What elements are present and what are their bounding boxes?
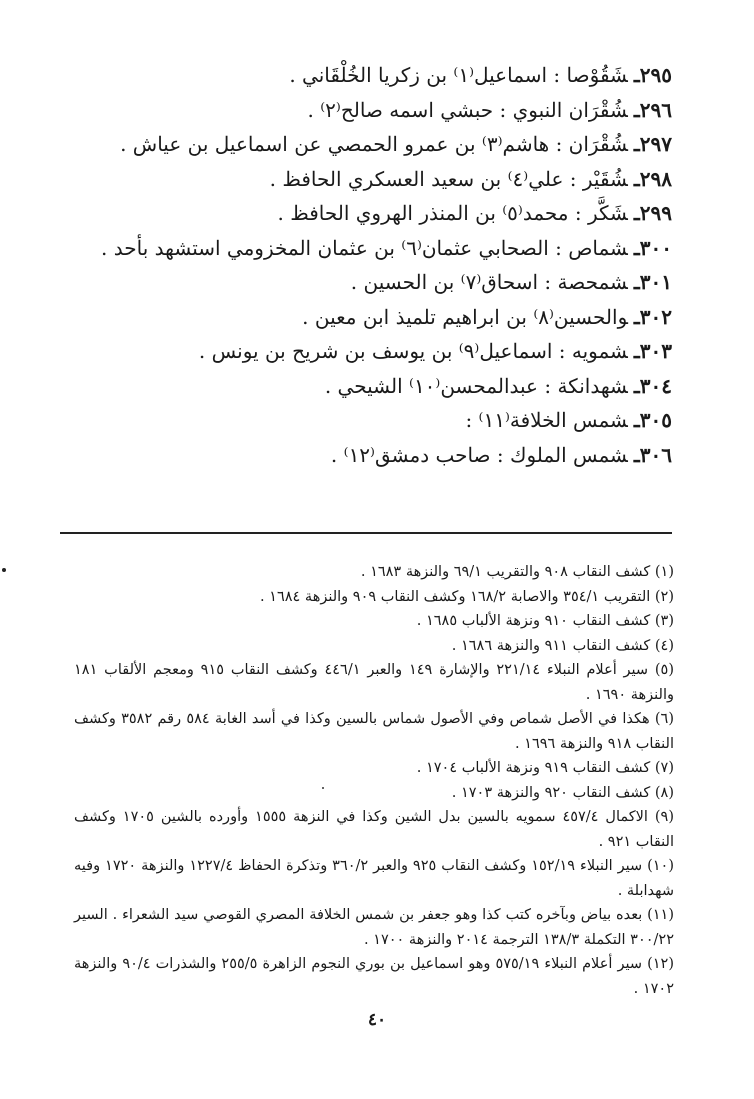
footnote-3: (٣) كشف النقاب ٩١٠ ونزهة الألباب ١٦٨٥ . (416, 613, 674, 629)
entry-number: ٣٠٢ـ (633, 304, 672, 329)
entry-number: ٣٠١ـ (633, 270, 672, 294)
entry-306 (62, 438, 672, 473)
entry-number: ٣٠٣ـ (633, 339, 672, 363)
entry-number: ٢٩٨ـ (633, 166, 672, 191)
footnote-4: (٤) كشف النقاب ٩١١ والنزهة ١٦٨٦ . (451, 637, 674, 654)
footnote-5: (٥) سير أعلام النبلاء ٢٢١/١٤ والإشارة ١٤٩ والعبر ٤٤٦/١ وكشف النقاب ٩١٥ ومعجم الألقاب ١٨١ والنزهة ١٦٩٠ . (74, 662, 674, 703)
footnote-11: (١١) بعده بياض وبآخره كتب كذا وهو جعفر بن شمس الخلافة المصري القوصي سيد الشعراء . السير ٣٠٠/٢٢ التكملة ١٣٨/٣ الترجمة ٢٠١٤ والنزهة ١٧٠٠ . (74, 907, 674, 948)
entry-text: شمويه : اسماعيل⁽٩⁾ بن يوسف بن شريح بن يونس . (198, 339, 628, 363)
entry-303 (62, 334, 672, 369)
entries-list (62, 58, 672, 472)
entry-298 (62, 162, 672, 197)
entry-text: شمحصة : اسحاق⁽٧⁾ بن الحسين . (350, 270, 628, 294)
entry-296 (62, 93, 672, 128)
page-number: ٤٠ (367, 1010, 387, 1030)
footnote-8: (٨) كشف النقاب ٩٢٠ والنزهة ١٧٠٣ . (451, 784, 674, 801)
entry-number: ٣٠٤ـ (633, 373, 672, 398)
entry-text: شُقْرَان النبوي : حبشي اسمه صالح⁽٢⁾ . (307, 97, 628, 122)
entry-295 (62, 58, 672, 93)
footnote-2: (٢) التقريب ٣٥٤/١ والاصابة ١٦٨/٢ وكشف النقاب ٩٠٩ والنزهة ١٦٨٤ . (259, 588, 674, 605)
entry-text: شُقْرَان : هاشم⁽٣⁾ بن عمرو الحمصي عن اسماعيل بن عياش . (120, 132, 628, 156)
footnote-1: (١) كشف النقاب ٩٠٨ والتقريب ٦٩/١ والنزهة ١٦٨٣ . (360, 564, 674, 580)
entry-299 (62, 196, 672, 231)
entry-text: والحسين⁽٨⁾ بن ابراهيم تلميذ ابن معين . (302, 304, 628, 329)
entry-number: ٢٩٥ـ (633, 63, 672, 87)
entry-text: شهدانكة : عبدالمحسن⁽١٠⁾ الشيحي . (324, 373, 628, 398)
scan-speck (2, 568, 6, 572)
entry-304 (62, 369, 672, 404)
entry-number: ٣٠٥ـ (633, 408, 672, 432)
entry-305 (62, 403, 672, 438)
footnote-6: (٦) هكذا في الأصل شماص وفي الأصول شماس بالسين وكذا في أسد الغابة ٥٨٤ رقم ٣٥٨٢ وكشف النقاب ٩١٨ والنزهة ١٦٩٦ . (74, 711, 674, 752)
footnote-12: (١٢) سير أعلام النبلاء ٥٧٥/١٩ وهو اسماعيل بن بوري النجوم الزاهرة ٢٥٥/٥ والشذرات ٩٠/٤ والنزهة ١٧٠٢ . (74, 956, 674, 997)
entry-302 (62, 300, 672, 335)
entry-text: شَكَّر : محمد⁽٥⁾ بن المنذر الهروي الحافظ . (277, 201, 628, 225)
entry-297 (62, 127, 672, 162)
footnote-separator (60, 532, 672, 534)
entry-number: ٢٩٧ـ (633, 132, 672, 156)
entry-text: شمس الملوك : صاحب دمشق⁽١٢⁾ . (330, 442, 628, 467)
footnotes-list (74, 560, 674, 1001)
scan-speck (322, 787, 324, 789)
entry-number: ٢٩٩ـ (633, 201, 672, 225)
entry-300 (62, 231, 672, 266)
entry-number: ٢٩٦ـ (633, 97, 672, 122)
footnote-10: (١٠) سير النبلاء ١٥٢/١٩ وكشف النقاب ٩٢٥ والعبر ٣٦٠/٢ وتذكرة الحفاظ ١٢٢٧/٤ والنزهة ١٧٢٠ وفيه شهدابلة . (74, 858, 674, 899)
entry-301 (62, 265, 672, 300)
footnote-7: (٧) كشف النقاب ٩١٩ ونزهة الألباب ١٧٠٤ . (416, 760, 674, 776)
entry-text: شمس الخلافة⁽١١⁾ : (465, 408, 628, 432)
entry-text: شماص : الصحابي عثمان⁽٦⁾ بن عثمان المخزومي استشهد بأحد . (101, 235, 628, 260)
entry-number: ٣٠٠ـ (633, 235, 672, 260)
entry-number: ٣٠٦ـ (633, 442, 672, 467)
entry-text: شُقَيْر : علي⁽٤⁾ بن سعيد العسكري الحافظ . (269, 166, 628, 191)
entry-text: شَقُوْصا : اسماعيل⁽١⁾ بن زكريا الخُلْقَاني . (289, 63, 628, 87)
footnote-9: (٩) الاكمال ٤٥٧/٤ سمويه بالسين بدل الشين وكذا في النزهة ١٥٥٥ وأورده بالشين ١٧٠٥ وكشف النقاب ٩٢١ . (74, 809, 674, 850)
